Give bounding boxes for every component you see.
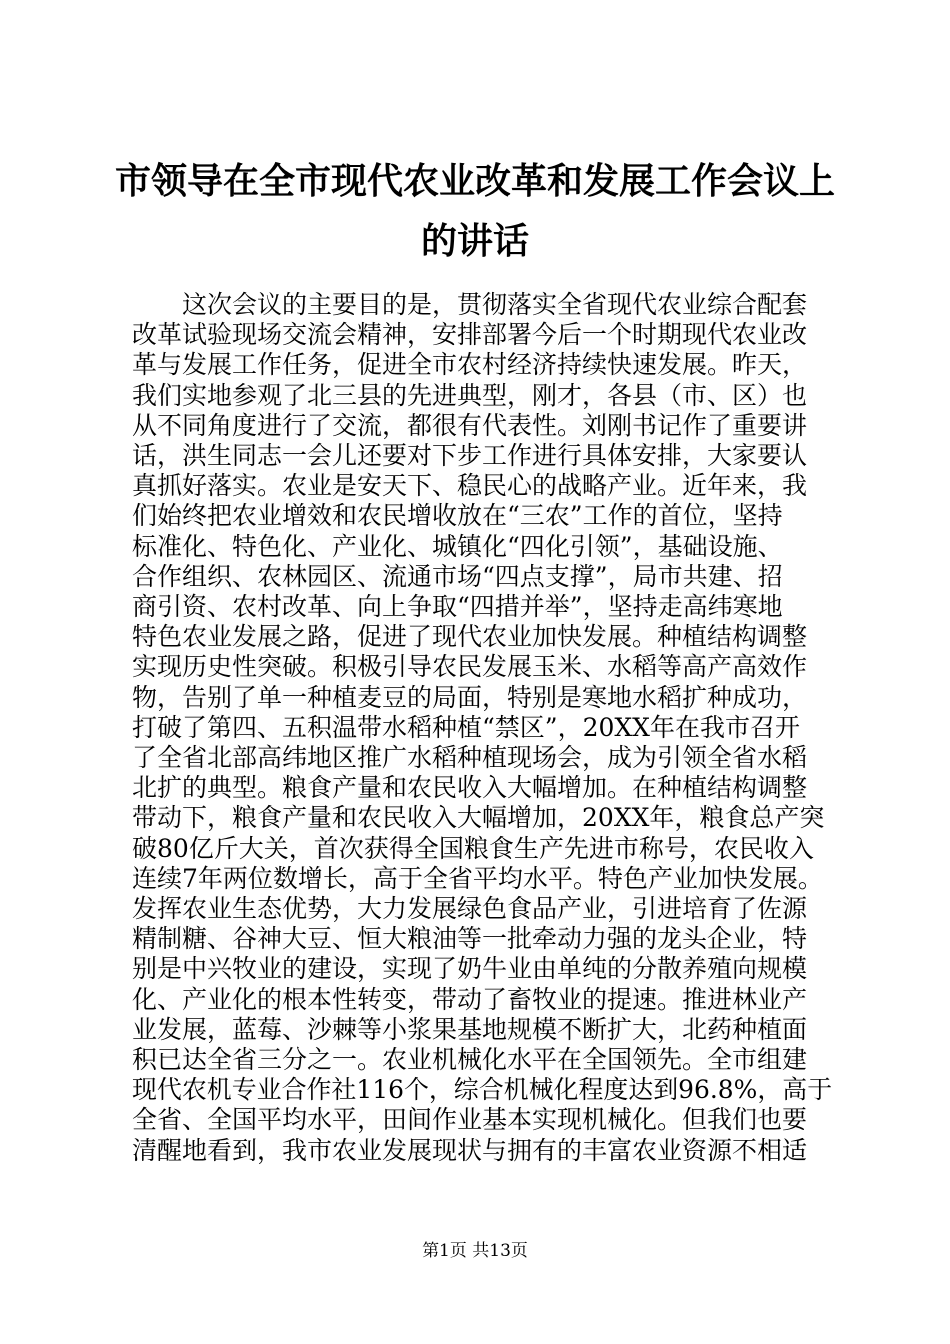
body-line: 从不同角度进行了交流，都很有代表性。刘刚书记作了重要讲	[132, 410, 808, 440]
body-line: 业发展，蓝莓、沙棘等小浆果基地规模不断扩大，北药种植面	[132, 1014, 808, 1044]
body-line: 精制糖、谷神大豆、恒大粮油等一批牵动力强的龙头企业，特	[132, 924, 808, 954]
body-line: 实现历史性突破。积极引导农民发展玉米、水稻等高产高效作	[132, 652, 808, 682]
body-line: 北扩的典型。粮食产量和农民收入大幅增加。在种植结构调整	[132, 773, 808, 803]
page-footer: 第1页 共13页	[422, 1241, 528, 1261]
body-line: 别是中兴牧业的建设，实现了奶牛业由单纯的分散养殖向规模	[132, 954, 808, 984]
document-title-line-1: 市领导在全市现代农业改革和发展工作会议上	[114, 161, 835, 202]
document-title-line-2: 的讲话	[420, 221, 529, 262]
body-line: 我们实地参观了北三县的先进典型，刚才，各县（市、区）也	[132, 380, 808, 410]
body-line: 连续7年两位数增长，高于全省平均水平。特色产业加快发展。	[132, 863, 823, 893]
body-line: 革与发展工作任务，促进全市农村经济持续快速发展。昨天，	[132, 350, 808, 380]
body-line: 话，洪生同志一会儿还要对下步工作进行具体安排，大家要认	[132, 441, 808, 470]
body-line: 发挥农业生态优势，大力发展绿色食品产业，引进培育了佐源	[132, 894, 808, 923]
body-line: 物，告别了单一种植麦豆的局面，特别是寒地水稻扩种成功，	[132, 682, 808, 712]
body-line: 这次会议的主要目的是，贯彻落实全省现代农业综合配套	[132, 290, 808, 319]
body-line: 特色农业发展之路，促进了现代农业加快发展。种植结构调整	[132, 622, 808, 652]
body-line: 全省、全国平均水平，田间作业基本实现机械化。但我们也要	[132, 1105, 808, 1135]
body-line: 合作组织、农林园区、流通市场“四点支撑”，局市共建、招	[132, 561, 783, 591]
body-line: 们始终把农业增效和农民增收放在“三农”工作的首位，坚持	[132, 501, 783, 531]
body-line: 积已达全省三分之一。农业机械化水平在全国领先。全市组建	[132, 1045, 808, 1074]
body-line: 现代农机专业合作社116个，综合机械化程度达到96.8%，高于	[132, 1075, 833, 1105]
body-line: 化、产业化的根本性转变，带动了畜牧业的提速。推进林业产	[132, 984, 808, 1014]
body-line: 打破了第四、五积温带水稻种植“禁区”，20XX年在我市召开	[132, 712, 800, 742]
body-line: 了全省北部高纬地区推广水稻种植现场会，成为引领全省水稻	[132, 743, 808, 772]
body-line: 改革试验现场交流会精神，安排部署今后一个时期现代农业改	[132, 320, 808, 350]
body-line: 商引资、农村改革、向上争取“四措并举”，坚持走高纬寒地	[132, 592, 783, 621]
body-line: 清醒地看到，我市农业发展现状与拥有的丰富农业资源不相适	[132, 1135, 808, 1165]
body-line: 破80亿斤大关，首次获得全国粮食生产先进市称号，农民收入	[132, 833, 814, 863]
body-line: 真抓好落实。农业是安天下、稳民心的战略产业。近年来，我	[132, 471, 808, 501]
body-line: 带动下，粮食产量和农民收入大幅增加，20XX年，粮食总产突	[132, 803, 825, 833]
body-line: 标准化、特色化、产业化、城镇化“四化引领”，基础设施、	[132, 531, 783, 561]
